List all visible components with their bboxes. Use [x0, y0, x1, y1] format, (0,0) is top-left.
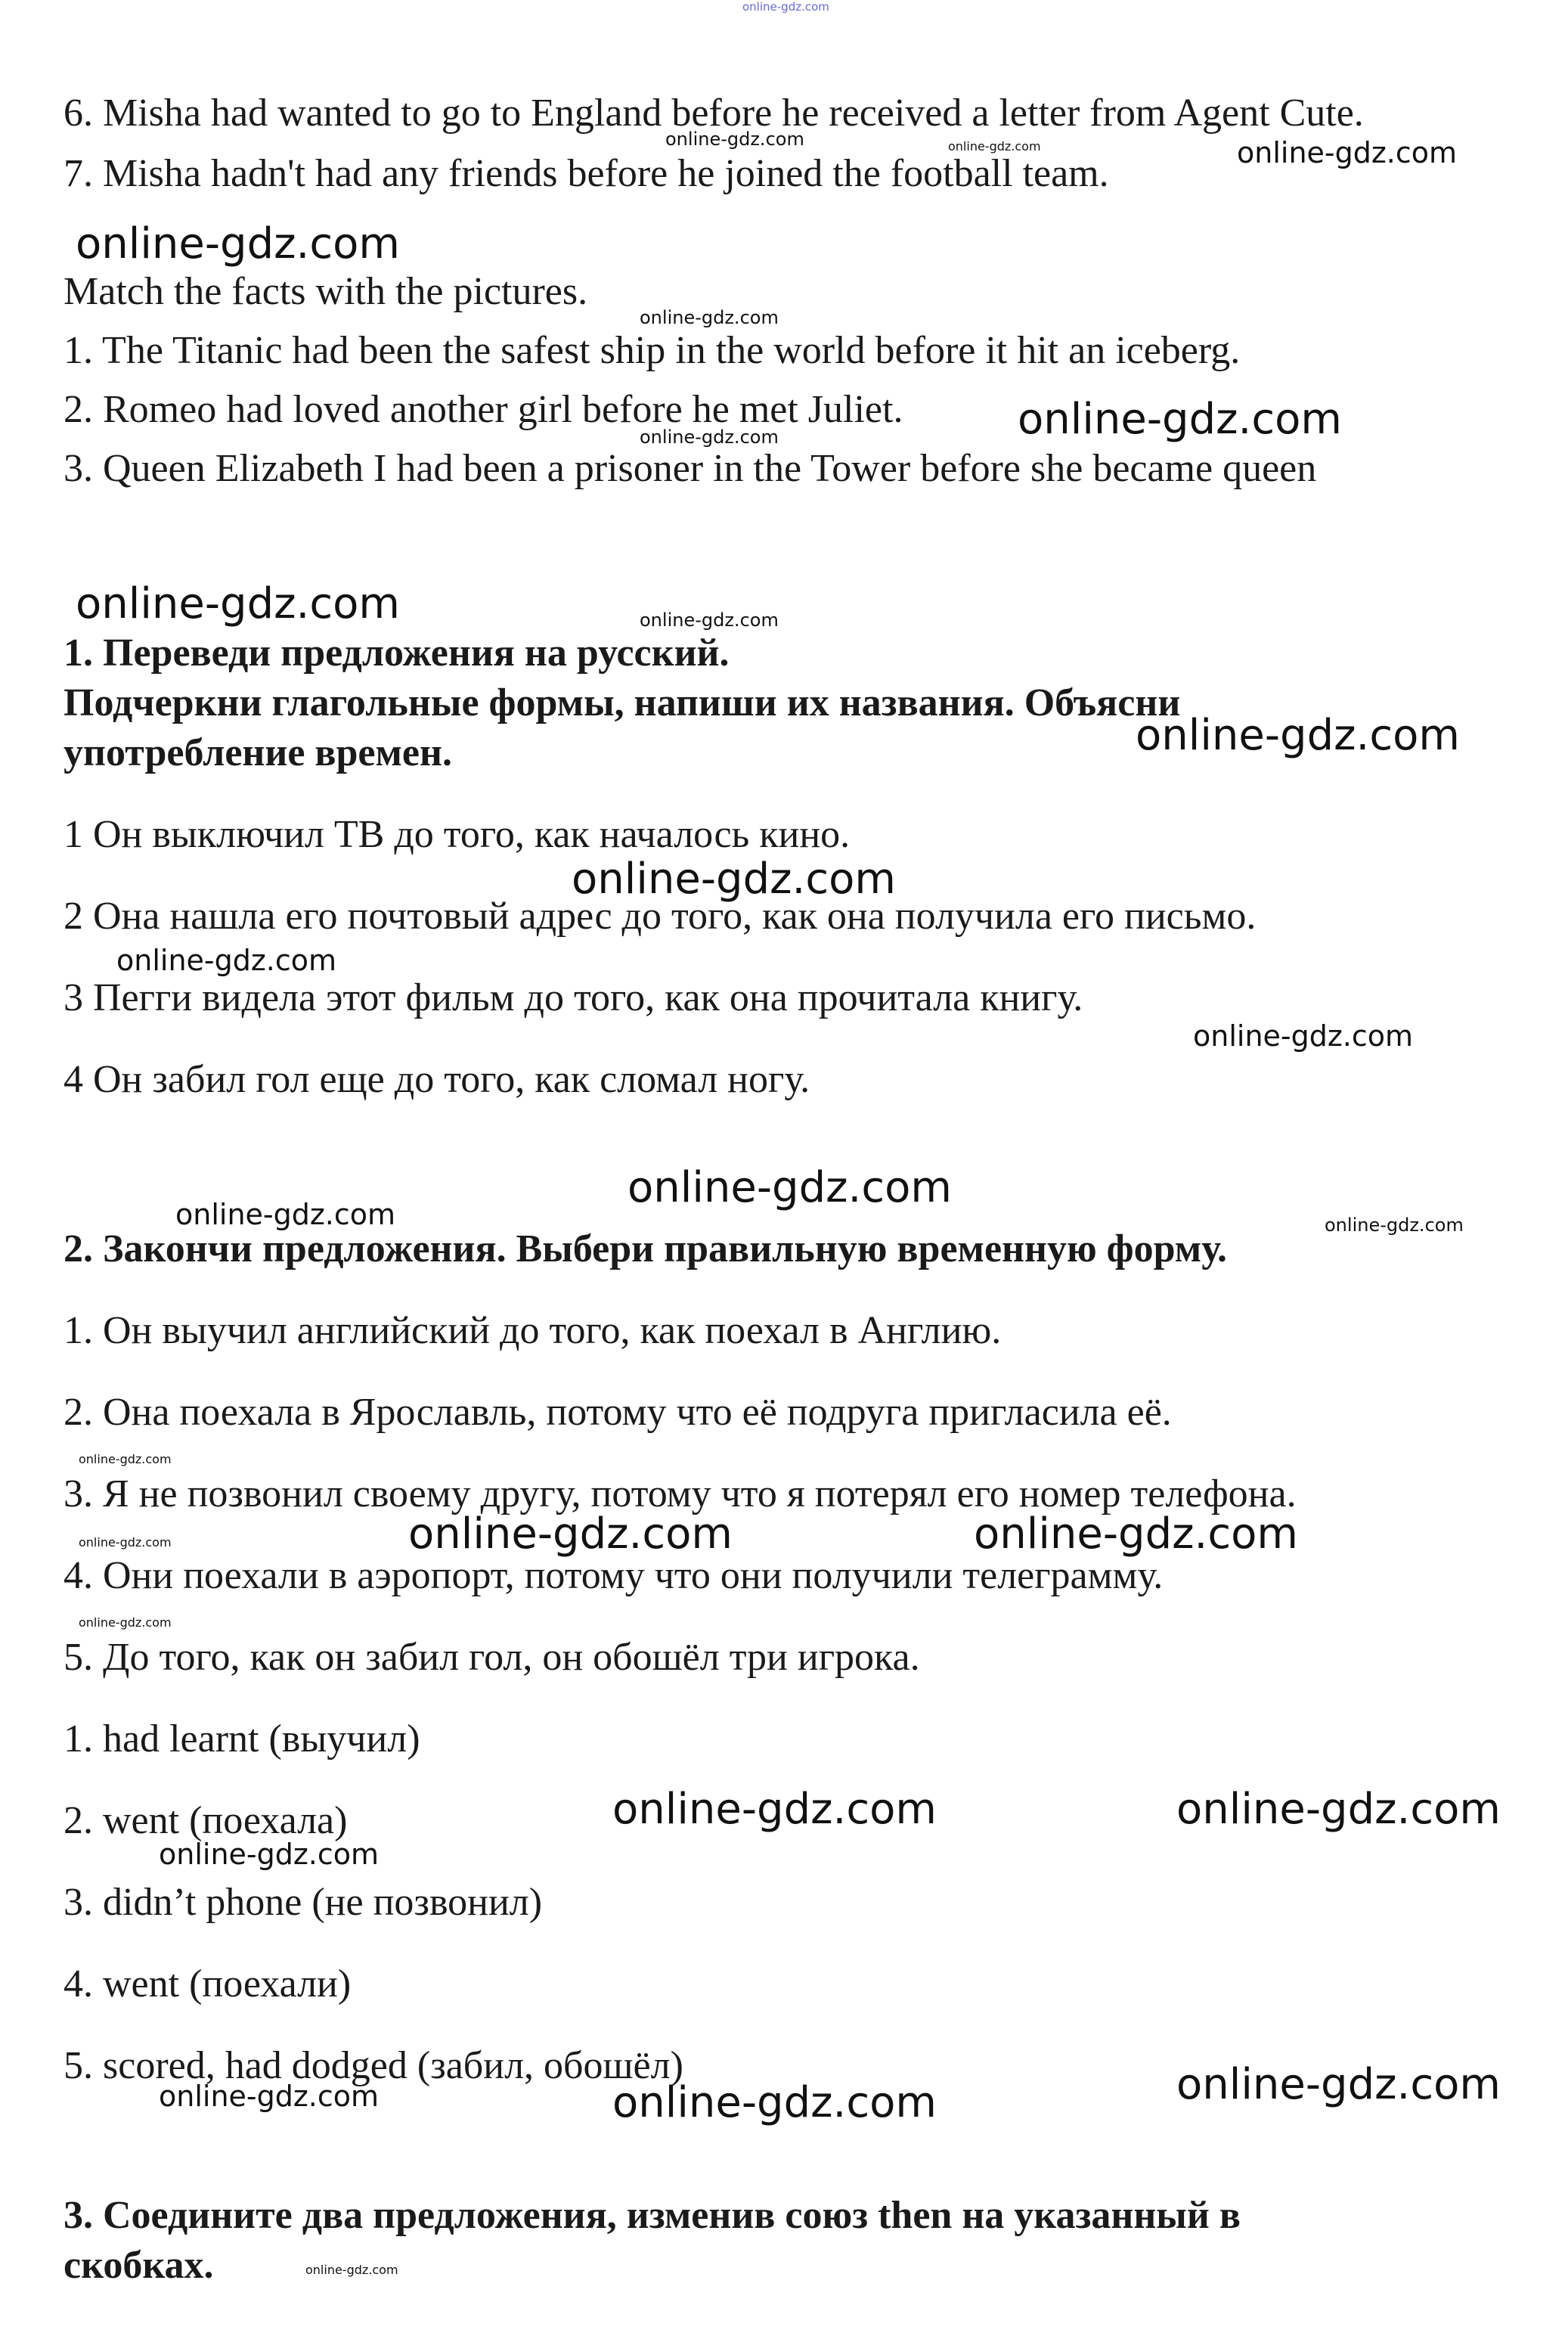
task2-heading: 2. Закончи предложения. Выбери правильную временную форму. — [64, 1227, 1228, 1270]
watermark: online-gdz.com — [1136, 711, 1460, 760]
watermark: online-gdz.com — [612, 2078, 937, 2127]
watermark: online-gdz.com — [974, 1509, 1298, 1559]
answer-1: 1. had learnt (выучил) — [64, 1717, 420, 1761]
answer-4: 4. went (поехали) — [64, 1962, 352, 2006]
task1-item-3: 3 Пегги видела этот фильм до того, как она прочитала книгу. — [64, 976, 1083, 1019]
fact-2: 2. Romeo had loved another girl before he met Juliet. — [64, 388, 903, 431]
task1-item-1: 1 Он выключил ТВ до того, как началось кино. — [64, 813, 851, 856]
watermark: online-gdz.com — [79, 1615, 172, 1630]
watermark: online-gdz.com — [640, 610, 779, 631]
task2-item-5: 5. До того, как он забил гол, он обошёл три игрока. — [64, 1636, 920, 1679]
task2-item-4: 4. Они поехали в аэропорт, потому что они получили телеграмму. — [64, 1554, 1164, 1597]
task2-item-1: 1. Он выучил английский до того, как поехал в Англию. — [64, 1309, 1002, 1352]
watermark: online-gdz.com — [628, 1163, 952, 1212]
answer-2: 2. went (поехала) — [64, 1799, 348, 1842]
match-heading: Match the facts with the pictures. — [64, 270, 588, 313]
fact-1: 1. The Titanic had been the safest ship in the world before it hit an iceberg. — [64, 329, 1241, 372]
task1-item-2: 2 Она нашла его почтовый адрес до того, как она получила его письмо. — [64, 895, 1257, 938]
watermark: online-gdz.com — [79, 1535, 172, 1550]
watermark: online-gdz.com — [572, 855, 896, 904]
watermark: online-gdz.com — [76, 219, 400, 268]
watermark: online-gdz.com — [640, 307, 779, 328]
top-watermark: online-gdz.com — [742, 0, 829, 14]
sentence-6: 6. Misha had wanted to go to England before he received a letter from Agent Cute. — [64, 92, 1364, 135]
task1-heading-line-3: употребление времен. — [64, 731, 452, 774]
answer-5: 5. scored, had dodged (забил, обошёл) — [64, 2044, 683, 2087]
task3-heading-line-1: 3. Соедините два предложения, изменив союз then на указанный в — [64, 2194, 1241, 2237]
fact-3: 3. Queen Elizabeth I had been a prisoner in the Tower before she became queen — [64, 447, 1317, 490]
watermark: online-gdz.com — [116, 944, 337, 977]
task2-item-3: 3. Я не позвонил своему другу, потому что я потерял его номер телефона. — [64, 1472, 1297, 1515]
watermark: online-gdz.com — [1176, 1785, 1501, 1834]
task1-item-4: 4 Он забил гол еще до того, как сломал ногу. — [64, 1058, 810, 1101]
watermark: online-gdz.com — [665, 129, 804, 150]
task1-heading-line-2: Подчеркни глагольные формы, напиши их названия. Объясни — [64, 681, 1181, 724]
watermark: online-gdz.com — [948, 139, 1041, 154]
task3-heading-line-2: скобках. — [64, 2244, 214, 2287]
watermark: online-gdz.com — [159, 1838, 380, 1871]
watermark: online-gdz.com — [76, 579, 400, 628]
watermark: online-gdz.com — [612, 1785, 937, 1834]
watermark: online-gdz.com — [408, 1509, 733, 1559]
watermark: online-gdz.com — [1018, 395, 1342, 444]
watermark: online-gdz.com — [79, 1452, 172, 1466]
watermark: online-gdz.com — [1325, 1215, 1464, 1236]
watermark: online-gdz.com — [640, 427, 779, 448]
watermark: online-gdz.com — [1176, 2060, 1501, 2109]
task2-item-2: 2. Она поехала в Ярославль, потому что её подруга пригласила её. — [64, 1391, 1172, 1434]
watermark: online-gdz.com — [1193, 1019, 1414, 1053]
watermark: online-gdz.com — [1237, 136, 1458, 169]
watermark: online-gdz.com — [159, 2080, 380, 2113]
watermark: online-gdz.com — [305, 2263, 398, 2277]
sentence-7: 7. Misha hadn't had any friends before he joined the football team. — [64, 152, 1109, 195]
answer-3: 3. didn’t phone (не позвонил) — [64, 1881, 543, 1924]
watermark: online-gdz.com — [175, 1198, 396, 1231]
task1-heading-line-1: 1. Переведи предложения на русский. — [64, 631, 730, 675]
